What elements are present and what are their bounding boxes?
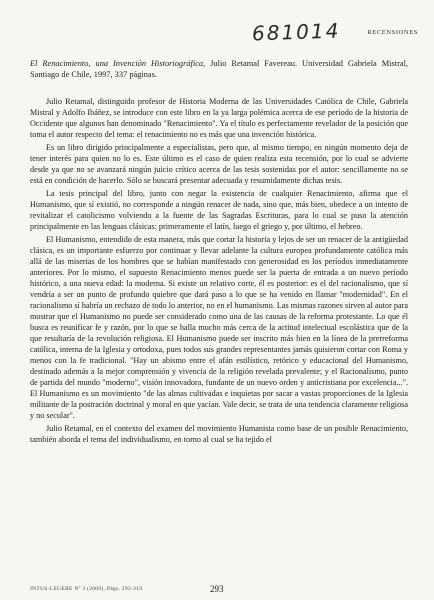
handwritten-catalog-number: 681014 <box>251 18 341 46</box>
section-header: RECENSIONES <box>367 29 418 36</box>
book-details: Julio Retamal Favereau. Universidad Gabriela Mistral, Santiago de Chile, 1997, 337 páginas. <box>30 59 409 80</box>
paragraph: La tesis principal del libro, junto con negar la existencia de cualquier Renacimiento, afirma que el Humanismo, que sí existió, no corresponde a ningún renacer de nada, sino que, más bien, obedece a un intento de revitalizar el catolicismo volviendo a la fuente de las Sagradas Escrituras, para lo cual se puso la atención principalmente en las lenguas clásicas: primeramente el latín, luego el griego y, por último, el hebreo. <box>30 189 408 231</box>
journal-citation: INTUS-LEGERE Nº 3 (2000), Págs. 293-319 <box>30 586 143 592</box>
book-reference <box>30 58 408 80</box>
paragraph: El Humanismo, entendido de esta manera, más que cortar la historia y lejos de ser un renacer de la antigüedad clásica, es un importante esfuerzo por continuar y llevar adelante la cultura europea profundamente católica más allá de las miserias de los hombres que se habían manifestado con generosidad en los períodos inmediatamente anteriores. Por lo mismo, el supuesto Renacimiento menos puede ser la puerta de entrada a un nuevo período histórico, a una nueva edad: la moderna. Si existe un relativo corte, él es posterior: es el del racionalismo, que sí vendría a ser un punto de profundo quiebre que dará paso a lo que se ha venido en llamar "modernidad". En el racionalismo sí habría un rechazo de todo lo anterior, no en el humanismo. Las mismas razones sirven al autor para mostrar que el Humanismo no puede ser considerado como una de las causas de la reforma protestante. Lo que él busca es reunificar fe y razón, por lo que se halla mucho más cerca de la actitud intelectual escolástica que de la que resultaría de la revolución religiosa. El Humanismo puede ser inscrito más bien en la línea de la prerreforma católica, interna de la Iglesia y ortodoxa, pues todos sus grandes representantes jamás quisieron cortar con Roma y menos con la fe tradicional. "Hay un abismo entre el afán estilístico, retórico y educacional del Humanismo, destinado además a la mejor comprensión y vivencia de la religión revelada prevalente; y el Racionalismo, punto de partida del mundo "moderno", visión innovadora, fundante de un nuevo orden y anticristiana por excelencia...". El Humanismo es un movimiento "de las almas cultivadas e inquietas por sacar a vastas proporciones de la Iglesia militante de la postración doctrinal y moral en que yacían. Vale decir, se trata de una tendencia claramente religiosa y no secular". <box>30 235 408 420</box>
paragraph: Julio Retamal, en el contexto del examen del movimiento Humanista como base de un posible Renacimiento, también aborda el tema del individualismo, en torno al cual se ha tejido el <box>30 424 408 444</box>
book-title: El Renacimiento, una Invención Historiográfica, <box>30 59 206 68</box>
paragraph: Julio Retamal, distinguido profesor de Historia Moderna de las Universidades Católica de Chile, Gabriela Mistral y Adolfo Ibáñez, se introduce con este libro en la ya larga polémica acerca de ese período de la historia de Occidente que algunos han denominado "Renacimiento". Ya el título es perfectamente revelador de la posición que toma el autor respecto del tema: el renacimiento no es más que una invención histórica. <box>30 97 408 139</box>
paragraph: Es un libro dirigido principalmente a especialistas, pero que, al mismo tiempo, en ningún momento deja de tener interés para quien no lo es. Este último es el caso de quien realiza esta recensión, por lo cual se advierte desde ya que no se avanzará ningún juicio crítico acerca de las tesis sostenidas por el autor: sencillamente no se está en condición de hacerlo. Sólo se buscará presentar adecuada y resumidamente dichas tesis. <box>30 143 408 185</box>
page-number: 293 <box>210 584 224 594</box>
review-body <box>30 96 408 445</box>
